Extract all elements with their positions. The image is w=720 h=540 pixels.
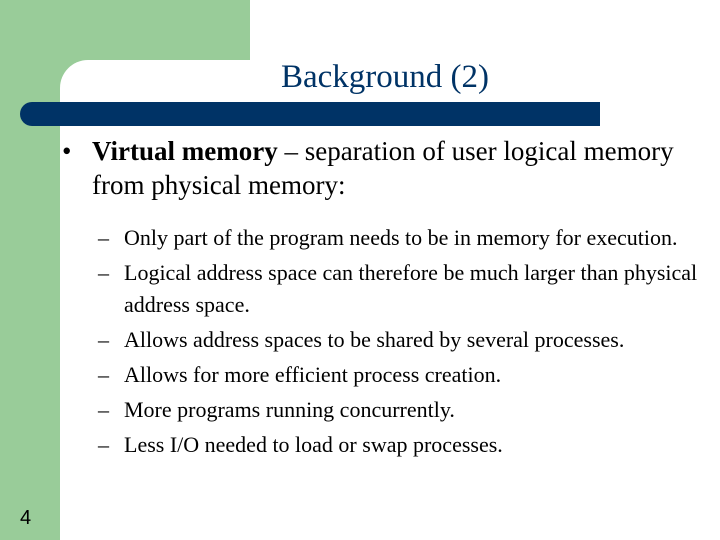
sub-bullet-text: Logical address space can therefore be much larger than physical address space. [124,260,698,317]
sub-bullet-item [62,429,702,461]
dash-marker: – [98,327,109,352]
title-underline-bar [20,102,600,126]
dash-marker: – [98,432,109,457]
sub-bullet-item [62,257,702,321]
main-bullet-text [92,134,702,202]
sub-bullet-text: Allows address spaces to be shared by several processes. [124,327,625,352]
dash-marker: – [98,397,109,422]
slide-content [62,134,702,464]
sub-bullet-list [62,222,702,461]
sub-bullet-text: Less I/O needed to load or swap processes. [124,432,503,457]
sub-bullet-item [62,359,702,391]
sub-bullet-item [62,222,702,254]
sub-bullet-item [62,324,702,356]
page-number: 4 [20,507,32,529]
dash-marker: – [98,362,109,387]
main-bullet [62,134,702,202]
dash-marker: – [98,260,109,285]
dash-marker: – [98,225,109,250]
slide-title: Background (2) [280,59,490,95]
sub-bullet-item [62,394,702,426]
sub-bullet-text: More programs running concurrently. [124,397,455,422]
sub-bullet-text: Allows for more efficient process creation. [124,362,502,387]
main-bullet-term: Virtual memory [92,136,278,166]
main-bullet-description: – separation of user logical memory from physical memory: [92,136,674,200]
bullet-marker: • [62,136,72,166]
sub-bullet-text: Only part of the program needs to be in memory for execution. [124,225,678,250]
